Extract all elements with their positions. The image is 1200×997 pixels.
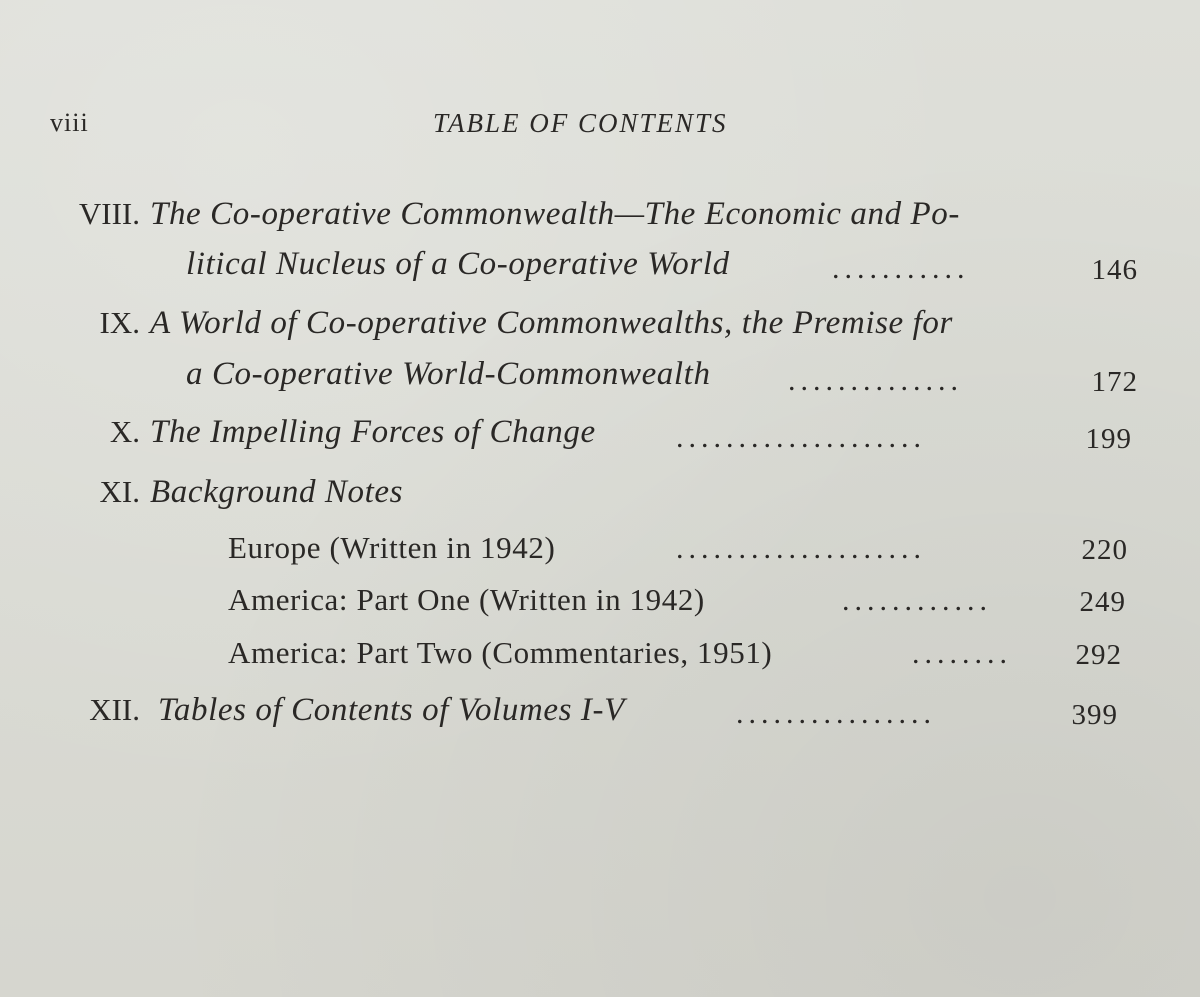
page-number: 199 <box>1085 423 1132 455</box>
chapter-number: IX. <box>99 305 140 340</box>
subentry-title: America: Part Two (Commentaries, 1951) <box>228 635 773 670</box>
subentry-title: Europe (Written in 1942) <box>228 530 556 565</box>
page-number: 220 <box>1081 534 1128 566</box>
page-number: 172 <box>1091 366 1138 398</box>
dot-leader: ................ <box>736 697 936 730</box>
chapter-title-line-1: The Co-operative Commonwealth—The Economic and Po- <box>150 196 960 232</box>
chapter-title-line-2: a Co-operative World-Commonwealth <box>186 356 711 392</box>
chapter-title: Tables of Contents of Volumes I-V <box>158 692 625 728</box>
page-number: 399 <box>1071 699 1118 731</box>
dot-leader: ........ <box>912 637 1012 670</box>
page-number: 146 <box>1091 254 1138 286</box>
page-number: 292 <box>1075 639 1122 671</box>
chapter-number: XII. <box>89 692 140 727</box>
dot-leader: ........... <box>832 252 970 285</box>
chapter-title-line-2: litical Nucleus of a Co-operative World <box>186 246 730 282</box>
dot-leader: .............. <box>788 364 963 397</box>
chapter-number: VIII. <box>78 196 140 231</box>
subentry-title: America: Part One (Written in 1942) <box>228 582 705 617</box>
page-folio: viii <box>50 108 89 137</box>
dot-leader: .................... <box>676 532 926 565</box>
chapter-number: XI. <box>99 474 140 509</box>
chapter-number: X. <box>109 414 140 449</box>
chapter-title: The Impelling Forces of Change <box>150 414 596 450</box>
running-head: TABLE OF CONTENTS <box>433 108 728 138</box>
dot-leader: .................... <box>676 421 926 454</box>
chapter-title: Background Notes <box>150 474 404 510</box>
chapter-title-line-1: A World of Co-operative Commonwealths, the Premise for <box>150 305 953 341</box>
dot-leader: ............ <box>842 584 992 617</box>
page-number: 249 <box>1079 586 1126 618</box>
